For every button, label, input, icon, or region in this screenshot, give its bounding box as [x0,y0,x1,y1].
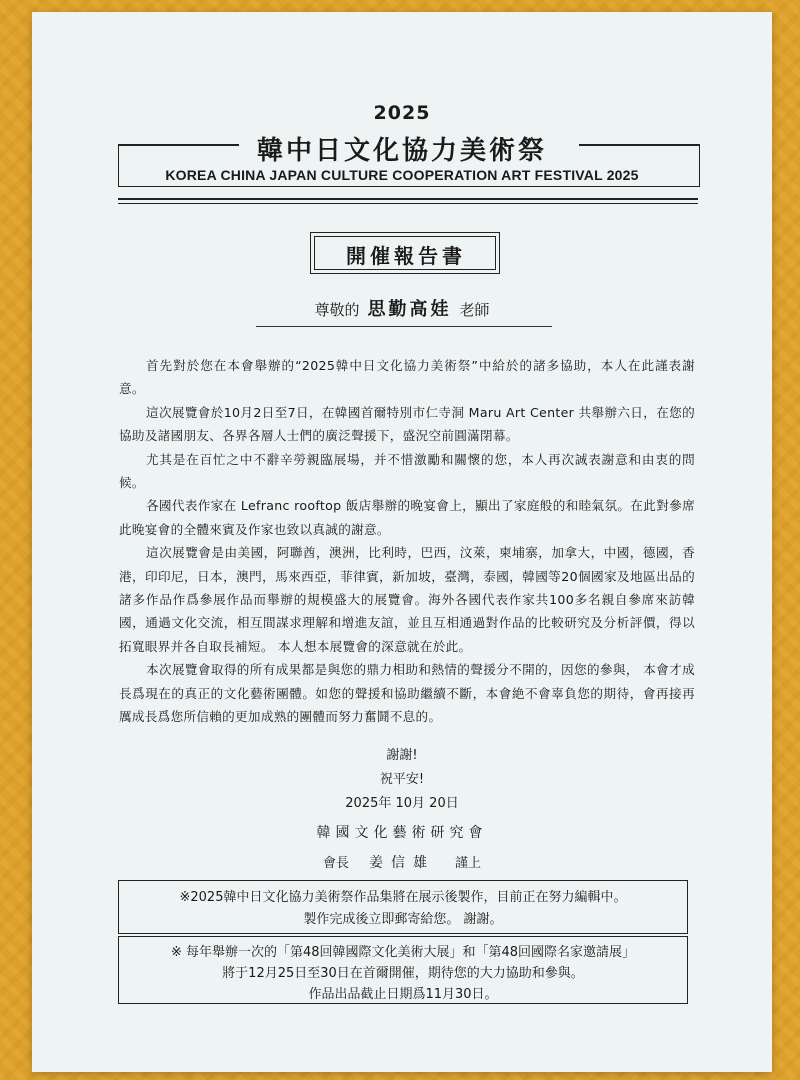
header-year: 2025 [373,102,431,124]
note2-line: 作品出品截止日期爲11月30日。 [308,987,498,1002]
letter-paper [32,12,772,1072]
signature-org: 韓國文化藝術研究會 [316,825,488,841]
greeting-suffix: 老師 [459,301,490,319]
greeting-underline [256,326,552,327]
header-title-en: KOREA CHINA JAPAN CULTURE COOPERATION ART FESTIVAL 2025 [165,167,639,183]
paragraph: 本次展覽會取得的所有成果都是與您的鼎力相助和熱情的聲援分不開的，因您的參與， 本會才成長爲現在的真正的文化藝術團體。如您的聲援和協助繼續不斷，本會絶不會辜負您的期待，會再接再厲成長爲您所信賴的更加成熟的團體而努力奮鬪不息的。 [119,662,695,725]
closing-block [32,744,772,816]
closing-wish: 祝平安! [379,772,425,787]
header-rule [118,198,698,200]
signature-role: 會長 [322,856,349,871]
note2-line: 將于12月25日至30日在首爾開催，期待您的大力協助和參與。 [222,966,584,981]
paragraph: 這次展覽會是由美國，阿聯酋，澳洲，比利時，巴西，汶萊，柬埔寨，加拿大，中國，德國，香港，印印尼，日本，澳門，馬來西亞，菲律賓，新加坡，臺灣，泰國，韓國等20個國家及地區出品的諸多作品作爲參展作品而舉辦的規模盛大的展覽會。海外各國代表作家共100多名親自參席來訪韓國，通過文化交流，相互間謀求理解和增進友誼，並且互相通過對作品的比較研究及分析評價，得以拓寬眼界并各自取長補短。 本人想本展覽會的深意就在於此。 [119,545,695,654]
greeting-prefix: 尊敬的 [314,301,360,319]
paragraph: 各國代表作家在 Lefranc rooftop 飯店舉辦的晚宴會上，顯出了家庭般的和睦氣氛。在此對參席此晚宴會的全體來賓及作家也致以真誠的謝意。 [119,498,695,537]
greeting-line [32,295,772,321]
report-title: 開催報告書 [346,244,466,268]
paragraph: 尤其是在百忙之中不辭辛勞親臨展場，并不惜激勵和關懷的您，本人再次誠表謝意和由衷的問候。 [119,451,695,491]
note-box-next-exhibition [118,936,688,1004]
closing-thanks: 謝謝! [386,748,418,763]
signature-name: 姜信雄 [369,855,435,871]
header-title-zh: 韓中日文化協力美術祭 [256,136,547,166]
paragraph: 這次展覽會於10月2日至7日，在韓國首爾特別市仁寺洞 Maru Art Center 共舉辦六日，在您的協助及諸國朋友、各界各層人士們的廣泛聲援下，盛況空前圓滿閉幕。 [119,404,695,444]
closing-date: 2025年 10月 20日 [345,796,459,811]
note-box-catalog [118,880,688,934]
note2-line: ※ 每年舉辦一次的「第48回韓國際文化美術大展」和「第48回國際名家邀請展」 [170,945,636,960]
note1-line: 製作完成後立即郵寄給您。 謝謝。 [303,912,503,927]
signature-line [32,852,772,872]
signature-suffix: 謹上 [455,856,482,871]
note1-line: ※2025韓中日文化協力美術祭作品集將在展示後製作，目前正在努力編輯中。 [179,890,627,905]
paragraph: 首先對於您在本會舉辦的“2025韓中日文化協力美術祭”中給於的諸多協助，本人在此謹表謝意。 [119,358,695,397]
header-rule-thin [118,203,698,204]
recipient-name: 思勤高娃 [367,299,452,320]
letter-body [119,354,695,729]
